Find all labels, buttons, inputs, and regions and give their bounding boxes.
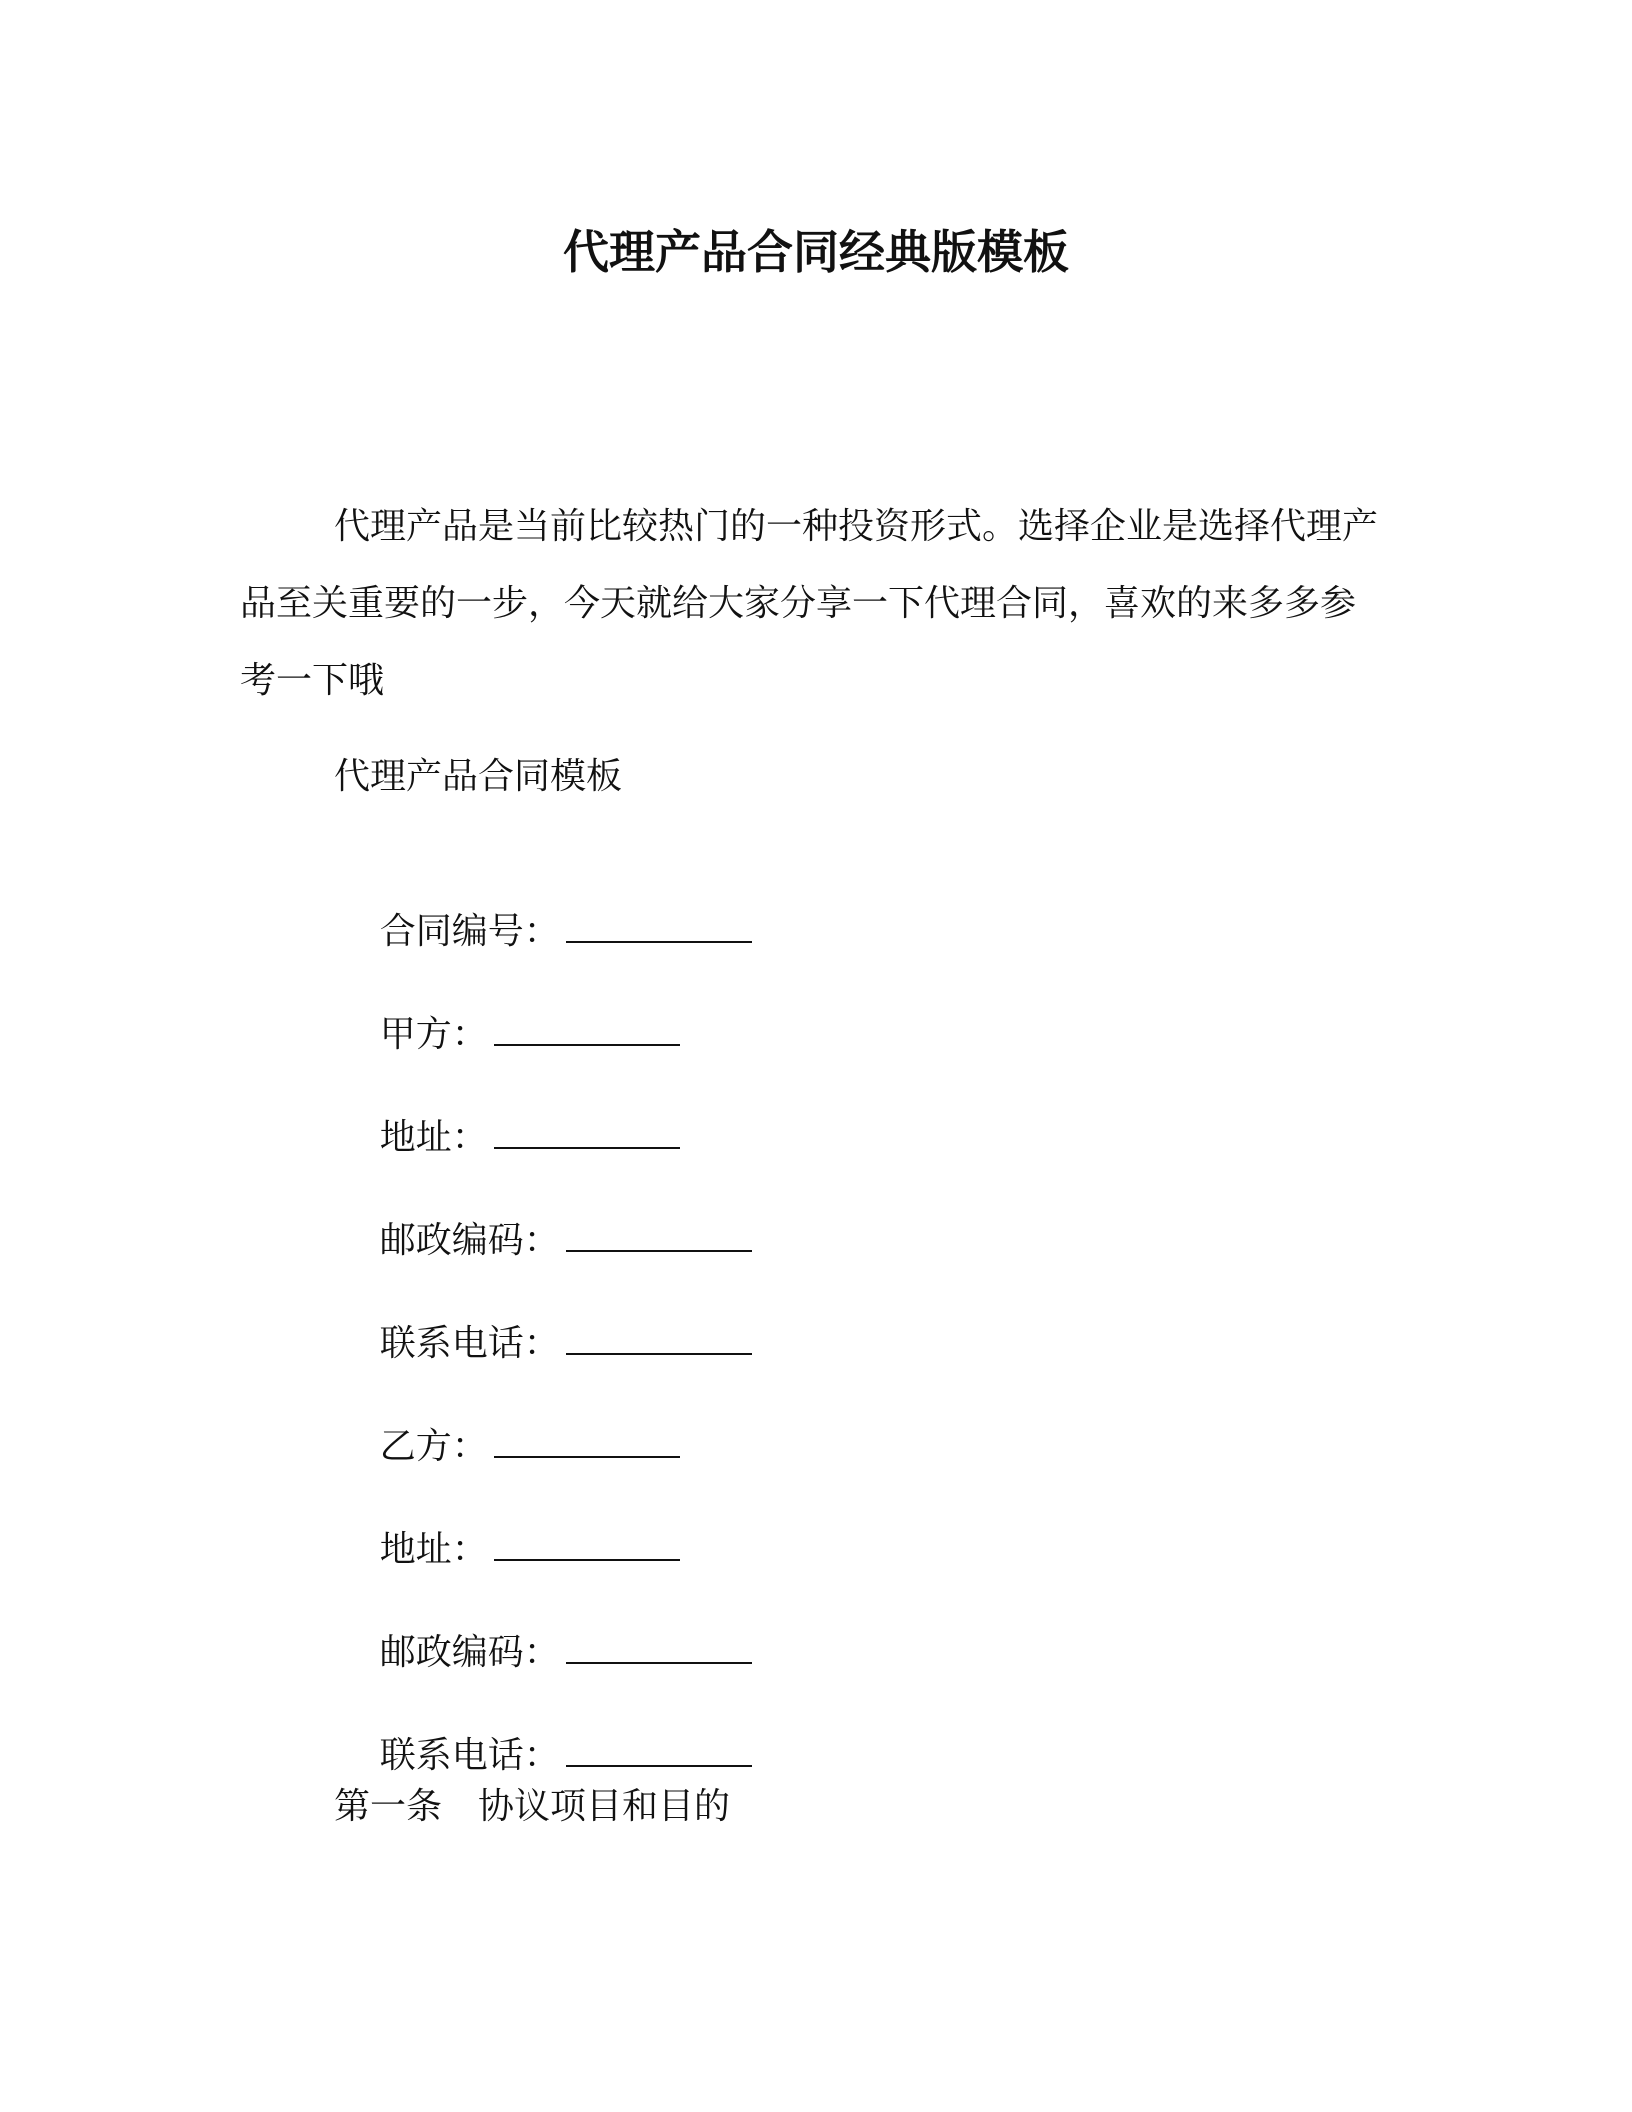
field-label: 邮政编码： (379, 1632, 560, 1673)
field-label: 乙方： (379, 1426, 488, 1467)
field-label: 甲方： (379, 1014, 488, 1055)
intro-paragraph: 代理产品是当前比较热门的一种投资形式。选择企业是选择代理产品至关重要的一步，今天就给大家分享一下代理合同，喜欢的来多多参考一下哦 (240, 506, 1379, 701)
field-label: 联系电话： (379, 1323, 560, 1364)
blank-line (494, 1420, 680, 1458)
blank-line (566, 1214, 752, 1252)
field-label: 地址： (379, 1117, 488, 1158)
field-label: 联系电话： (379, 1735, 560, 1776)
blank-line (566, 1317, 752, 1355)
document-title: 代理产品合同经典版模板 (563, 225, 1069, 279)
field-label: 邮政编码： (379, 1220, 560, 1261)
field-label: 地址： (379, 1529, 488, 1570)
article-1-heading: 第一条 协议项目和目的 (334, 1786, 731, 1827)
blank-line (494, 1111, 680, 1149)
blank-line (566, 1729, 752, 1767)
blank-line (566, 905, 752, 943)
blank-line (566, 1626, 752, 1664)
template-subtitle: 代理产品合同模板 (334, 756, 623, 797)
blank-line (494, 1523, 680, 1561)
blank-line (494, 1008, 680, 1046)
field-label: 合同编号： (379, 911, 560, 952)
